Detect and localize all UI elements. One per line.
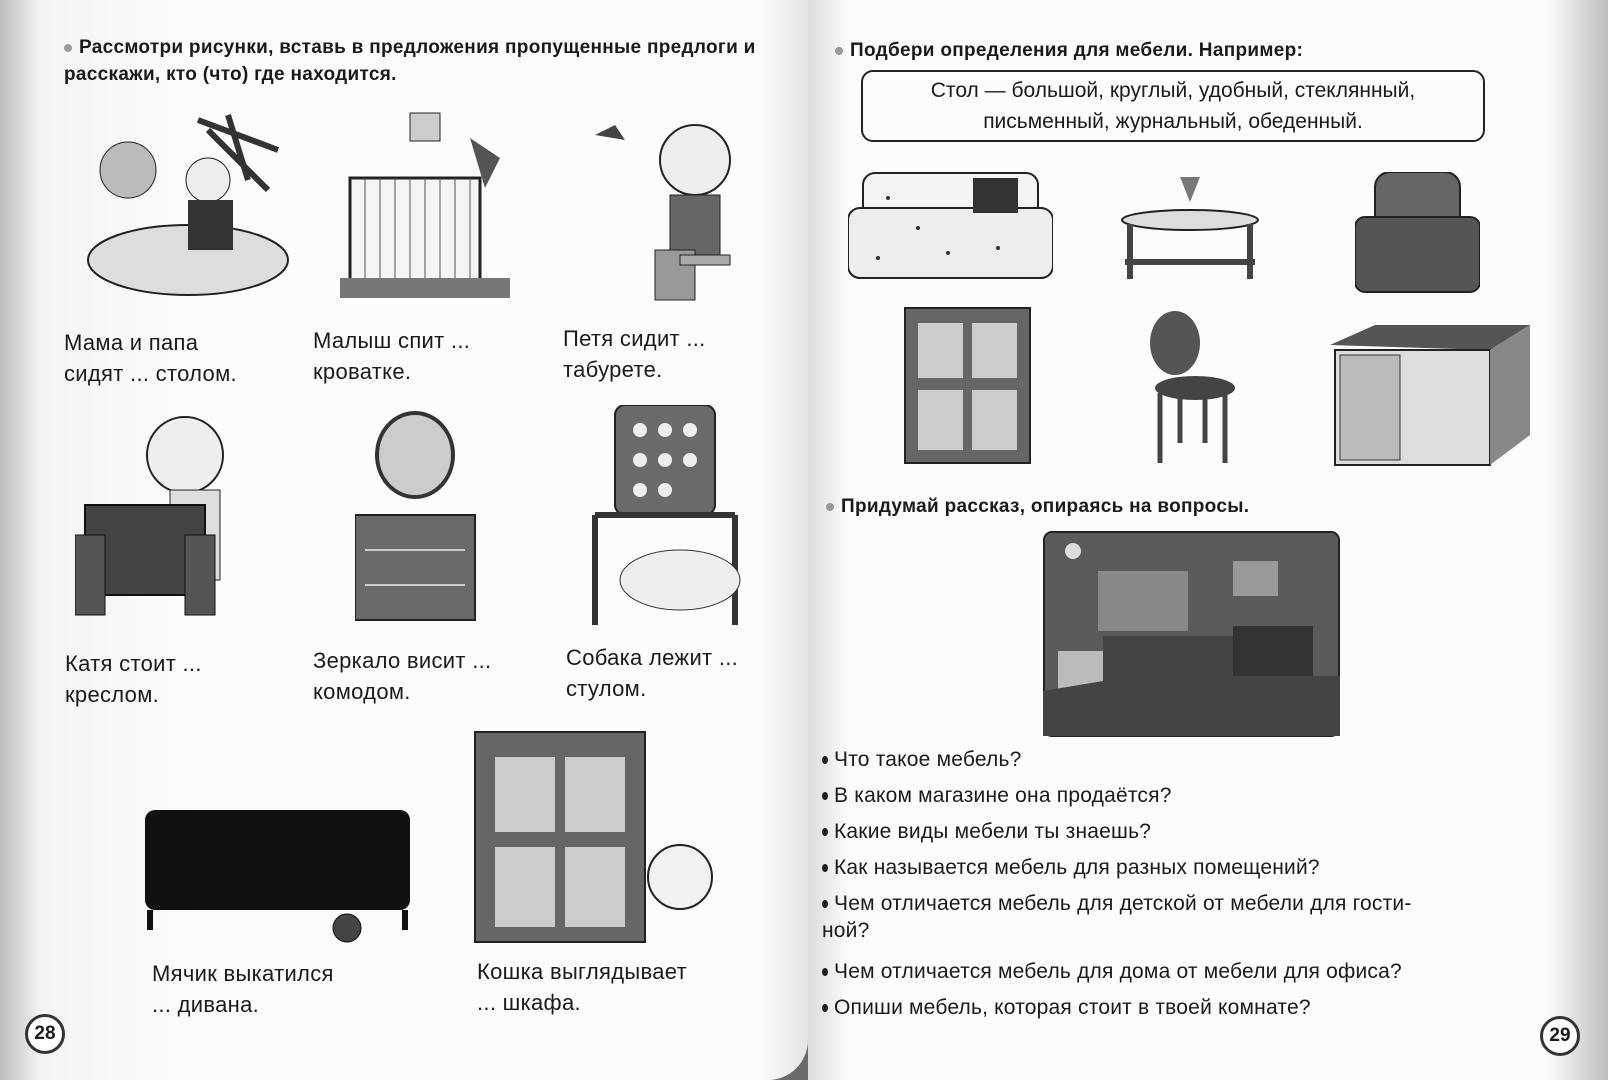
bullet-icon [64,44,72,52]
page-number-right: 29 [1540,1016,1580,1056]
caption-parents-table: Мама и папа сидят ... столом. [64,330,237,386]
coffee-table-illustration [1120,172,1260,287]
right-instruction-2: Придумай рассказ, опираясь на вопросы. [826,493,1249,520]
question-item: Чем отличается мебель для детской от мебели для гости- [822,891,1542,917]
question-item: Какие виды мебели ты знаешь? [822,819,1542,845]
crib-illustration [340,108,520,308]
caption-mirror-dresser: Зеркало висит ... комодом. [313,648,492,704]
caption-girl-armchair: Катя стоит ... креслом. [65,651,202,707]
caption-cat-wardrobe: Кошка выглядывает ... шкафа. [477,959,687,1015]
question-item: Как называется мебель для разных помещений? [822,855,1542,881]
mirror-dresser-illustration [355,405,485,630]
question-item: Что такое мебель? [822,747,1542,773]
page-number-left: 28 [25,1014,65,1054]
example-box: Стол — большой, круглый, удобный, стеклянный, письменный, журнальный, обеденный. [861,70,1485,142]
armchair-illustration [1355,172,1480,307]
question-item: В каком магазине она продаётся? [822,783,1542,809]
sofa-illustration [848,168,1053,283]
parents-at-table-illustration [78,110,298,310]
sofa-ball-illustration [135,800,420,950]
left-instruction: Рассмотри рисунки, вставь в предложения пропущенные предлоги и расскажи, кто (что) где находится. [64,37,756,85]
caption-boy-stool: Петя сидит ... табурете. [563,326,706,382]
question-item: Опиши мебель, которая стоит в твоей комнате? [822,995,1542,1021]
wardrobe-cat-illustration [470,722,730,947]
bullet-icon [835,47,843,55]
cabinet-illustration [900,298,1035,468]
room-illustration [1043,531,1340,737]
question-item-continuation: ной? [822,919,870,942]
caption-ball-sofa: Мячик выкатился ... дивана. [152,961,334,1017]
chair-dog-illustration [590,405,750,630]
girl-armchair-illustration [75,405,255,635]
bullet-icon [826,503,834,511]
question-item: Чем отличается мебель для дома от мебели для офиса? [822,959,1542,985]
right-instruction-1: Подбери определения для мебели. Например: [835,37,1303,64]
caption-dog-chair: Собака лежит ... стулом. [566,645,739,701]
desk-illustration [1330,325,1530,475]
caption-baby-crib: Малыш спит ... кроватке. [313,328,471,384]
chair-illustration [1140,308,1240,468]
boy-on-stool-illustration [585,115,765,315]
